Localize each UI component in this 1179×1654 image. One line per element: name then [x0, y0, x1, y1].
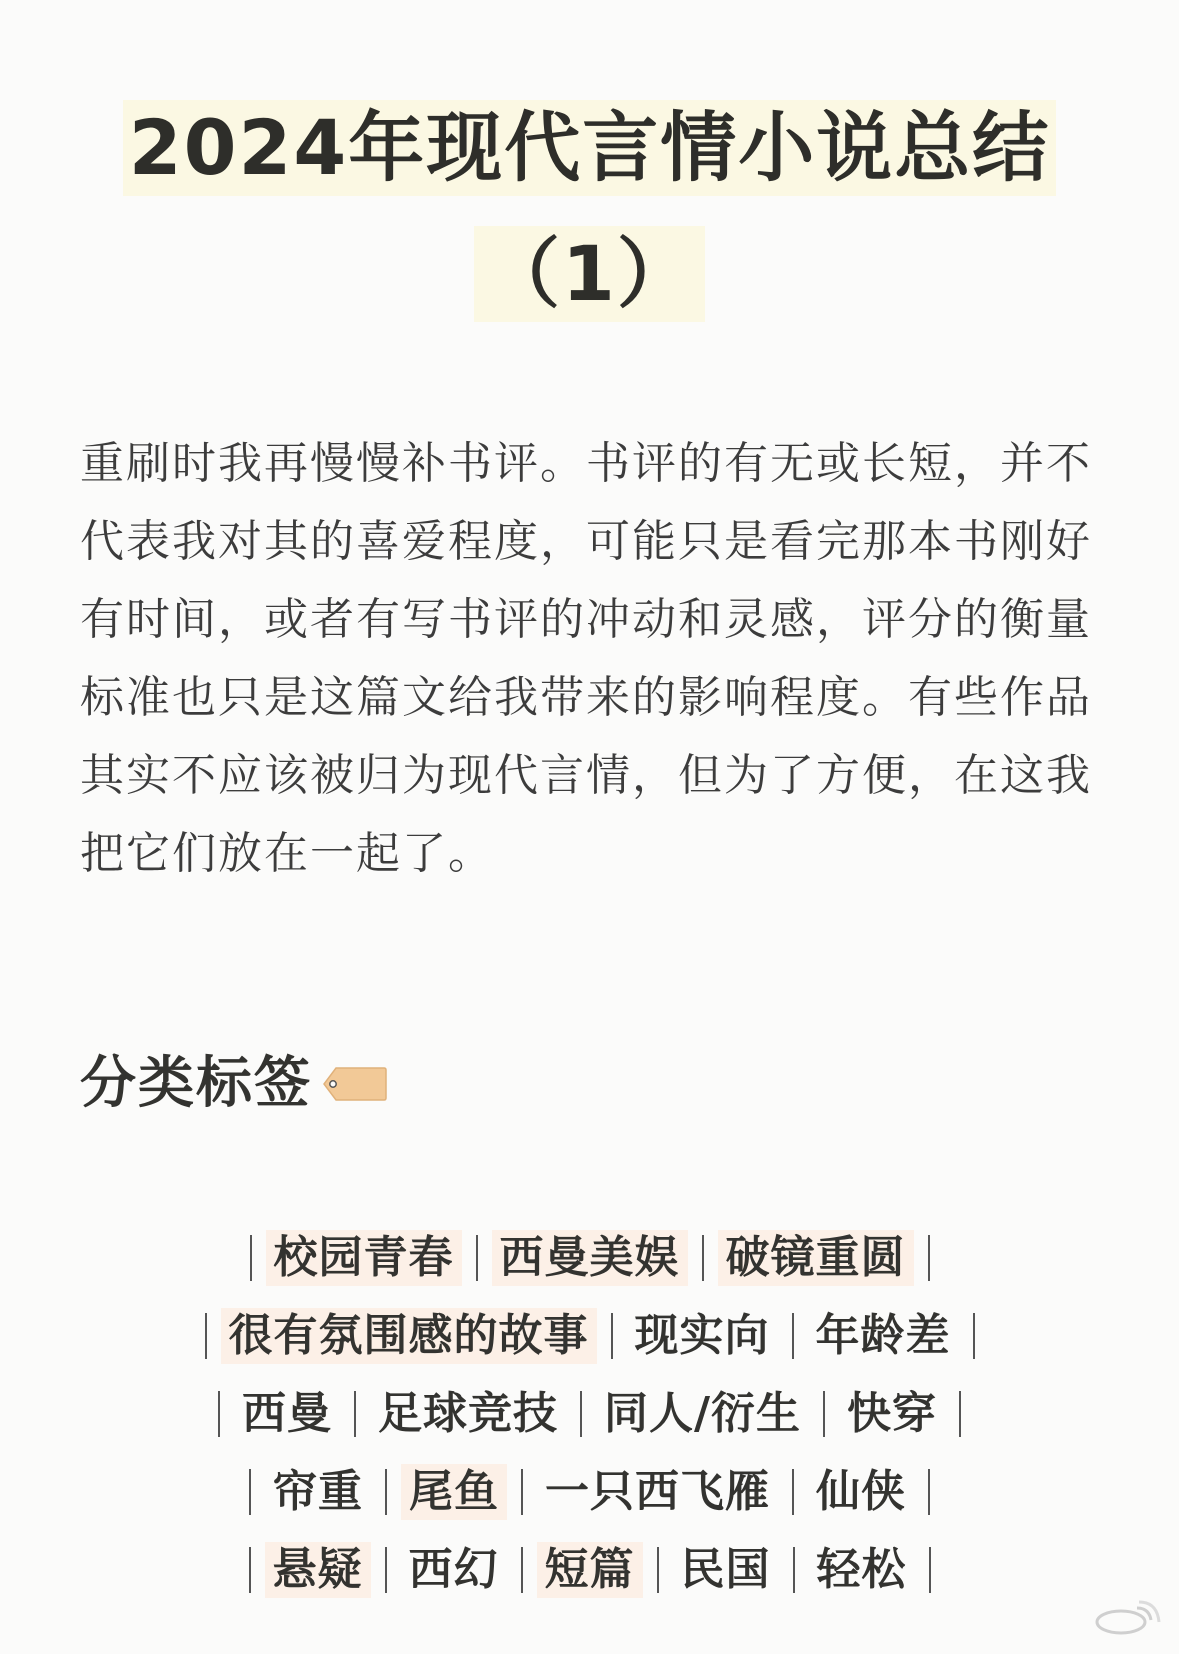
tag-separator [521, 1469, 523, 1515]
category-tag: 西幻 [408, 1544, 499, 1595]
category-tag: 短篇 [537, 1542, 643, 1598]
tag-separator [702, 1235, 704, 1281]
section-heading [80, 1052, 390, 1116]
tag-separator [354, 1391, 356, 1437]
title-line-2: （1） [474, 226, 705, 322]
intro-paragraph: 重刷时我再慢慢补书评。书评的有无或长短，并不代表我对其的喜爱程度，可能只是看完那本书刚好有时间，或者有写书评的冲动和灵感，评分的衡量标准也只是这篇文给我带来的影响程度。有些作品其实不应该被归为现代言情，但为了方便，在这我把它们放在一起了。 [80, 438, 1092, 879]
tag-list [0, 1228, 1179, 1618]
category-tag: 西曼美娱 [492, 1230, 688, 1286]
category-tag: 足球竞技 [377, 1388, 558, 1439]
tag-separator [580, 1391, 582, 1437]
weibo-watermark [1091, 1600, 1161, 1636]
tag-separator [928, 1469, 930, 1515]
tag-separator [249, 1547, 251, 1593]
tag-separator [218, 1391, 220, 1437]
tag-separator [928, 1235, 930, 1281]
category-tag: 民国 [680, 1544, 771, 1595]
title-line-1: 2024年现代言情小说总结 [123, 100, 1057, 196]
tag-separator [385, 1547, 387, 1593]
tag-separator [792, 1469, 794, 1515]
category-tag: 帘重 [273, 1466, 363, 1517]
tag-separator [205, 1313, 207, 1359]
tag-separator [611, 1313, 613, 1359]
tag-separator [249, 1469, 251, 1515]
category-tag: 破镜重圆 [718, 1230, 914, 1286]
category-tag: 悬疑 [265, 1542, 371, 1598]
category-tag: 很有氛围感的故事 [221, 1308, 597, 1364]
category-tag: 现实向 [634, 1310, 770, 1361]
tag-separator [250, 1235, 252, 1281]
category-tag: 尾鱼 [401, 1464, 507, 1520]
tag-row [0, 1462, 1179, 1522]
tag-row [0, 1384, 1179, 1444]
category-tag: 快穿 [847, 1388, 938, 1439]
category-tag: 西曼 [241, 1388, 332, 1439]
tag-separator [973, 1313, 975, 1359]
tag-separator [959, 1391, 961, 1437]
tag-row [0, 1540, 1179, 1600]
page-title [0, 100, 1179, 322]
tag-separator [793, 1547, 795, 1593]
tag-separator [823, 1391, 825, 1437]
tag-separator [476, 1235, 478, 1281]
category-tag: 年龄差 [815, 1310, 951, 1361]
tag-row [0, 1306, 1179, 1366]
tag-icon [320, 1062, 390, 1106]
tag-separator [657, 1547, 659, 1593]
tag-separator [385, 1469, 387, 1515]
tag-separator [929, 1547, 931, 1593]
category-tag: 仙侠 [816, 1466, 906, 1517]
category-tag: 校园青春 [266, 1230, 462, 1286]
category-tag: 同人/衍生 [603, 1388, 802, 1439]
tag-row [0, 1228, 1179, 1288]
section-heading-text: 分类标签 [80, 1051, 312, 1116]
tag-separator [792, 1313, 794, 1359]
category-tag: 轻松 [816, 1544, 907, 1595]
tag-separator [521, 1547, 523, 1593]
category-tag: 一只西飞雁 [545, 1466, 770, 1517]
